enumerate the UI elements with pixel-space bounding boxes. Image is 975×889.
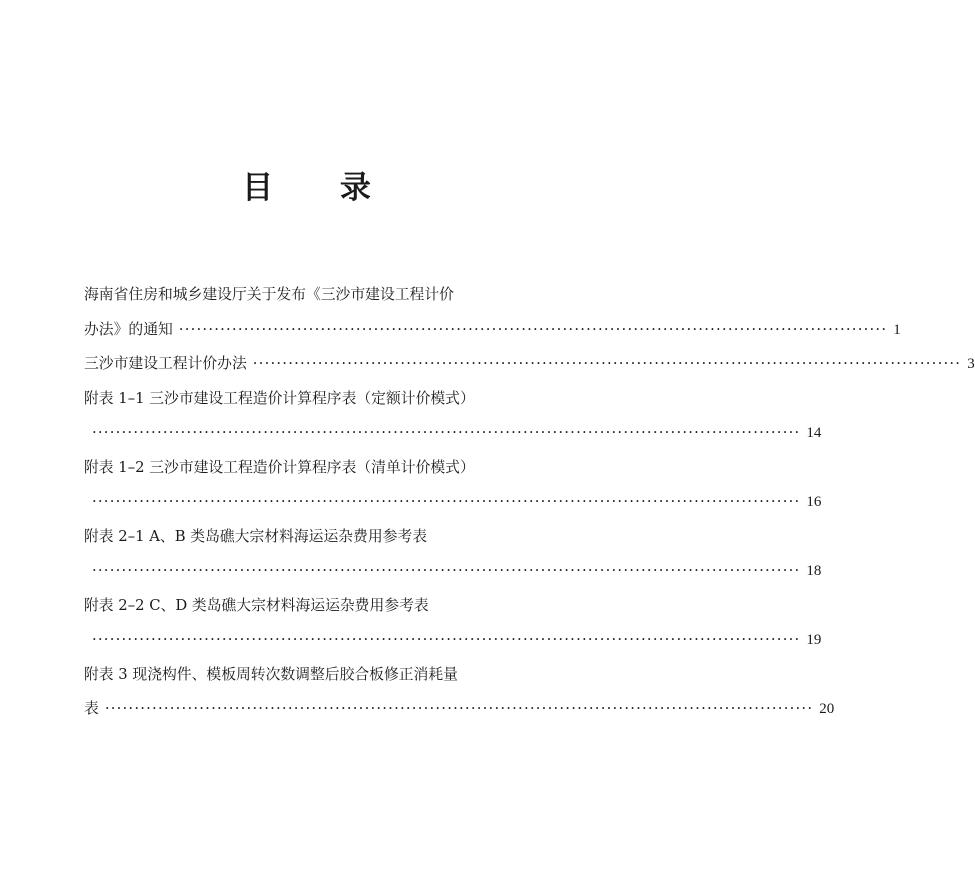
toc-title: 目 录 xyxy=(242,170,399,206)
toc-entry-line[interactable] xyxy=(84,554,822,589)
toc-entry-line xyxy=(84,451,517,486)
leader-dots: ························································································································ xyxy=(252,355,962,372)
toc-entry-text: 办法》的通知 xyxy=(84,320,173,338)
toc-entry-line xyxy=(84,278,517,313)
toc-entry-line[interactable] xyxy=(84,347,975,382)
toc-entry-line xyxy=(84,520,517,555)
toc-entry-line[interactable] xyxy=(84,623,822,658)
toc-entry-line[interactable] xyxy=(84,485,822,520)
leader-dots: ························································································································ xyxy=(92,562,801,579)
leader-dots: ························································································································ xyxy=(104,700,814,717)
toc-page-number: 3 xyxy=(967,356,975,372)
toc-entry-text: 附表 1–1 三沙市建设工程造价计算程序表（定额计价模式） xyxy=(84,389,475,407)
toc-entry-line xyxy=(84,382,517,417)
table-of-contents xyxy=(84,278,975,727)
leader-dots: ························································································································ xyxy=(92,424,801,441)
toc-entry-text: 三沙市建设工程计价办法 xyxy=(84,355,247,372)
toc-entry-text: 附表 2–2 C、D 类岛礁大宗材料海运运杂费用参考表 xyxy=(84,596,429,614)
toc-entry-line xyxy=(84,589,517,624)
toc-entry-text: 表 xyxy=(84,700,99,717)
toc-page-number: 19 xyxy=(806,632,822,648)
toc-entry-line xyxy=(84,658,517,693)
leader-dots: ························································································································ xyxy=(92,493,801,510)
toc-entry-text: 海南省住房和城乡建设厅关于发布《三沙市建设工程计价 xyxy=(84,286,454,303)
toc-page-number: 18 xyxy=(806,563,822,579)
toc-page-number: 14 xyxy=(806,425,822,441)
toc-entry-text: 附表 2–1 A、B 类岛礁大宗材料海运运杂费用参考表 xyxy=(84,527,428,545)
toc-entry-line[interactable] xyxy=(84,692,835,727)
toc-entry-text: 附表 3 现浇构件、模板周转次数调整后胶合板修正消耗量 xyxy=(84,665,458,683)
toc-entry-text: 附表 1–2 三沙市建设工程造价计算程序表（清单计价模式） xyxy=(84,458,475,476)
toc-page-number: 16 xyxy=(806,494,822,510)
leader-dots: ························································································································ xyxy=(92,631,801,648)
toc-page-number: 20 xyxy=(819,701,835,717)
toc-entry-line[interactable] xyxy=(84,313,901,348)
leader-dots: ························································································································ xyxy=(178,320,888,338)
toc-page-number: 1 xyxy=(893,321,901,338)
toc-entry-line[interactable] xyxy=(84,416,822,451)
